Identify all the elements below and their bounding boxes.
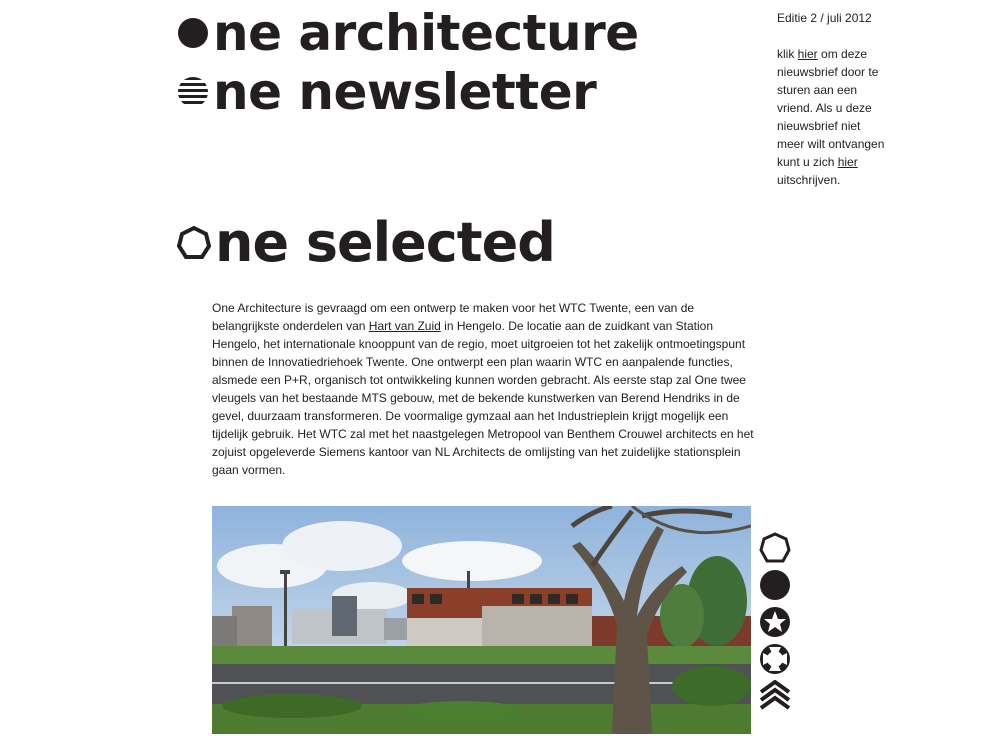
logo-icon-column (759, 532, 793, 717)
forward-link[interactable]: hier (797, 47, 818, 61)
article-text-pre: One Architecture is gevraagd om een ontwerp te maken voor het WTC Twente, een van de belangrijkste onderdelen van (212, 301, 695, 333)
sidebar (777, 9, 887, 189)
forward-info (777, 45, 887, 189)
hexagon-outline-icon (759, 532, 791, 564)
article-text-post: in Hengelo. De locatie aan de zuidkant van Station Hengelo, het internationale knooppunt van de regio, moet uitgroeien tot het zakelijk ontmoetingspunt binnen de Innovatiedriehoek Twente. One ontwerpt een plan waarin WTC en aanpalende functies, alsmede een P+R, organisch tot ontwikkeling kunnen worden gebracht. Als eerste stap zal One twee vleugels van het bestaande MTS gebouw, met de bekende kunstwerken van Berend Hendriks in de gevel, duurzaam transformeren. De voormalige gymzaal aan het Industrieplein krijgt mogelijk een tijdelijk gebruik. Het WTC zal met het naastgelegen Metropool van Benthem Crouwel architects en het zojuist opgeleverde Siemens kantoor van NL Architects de omlijsting van het zuidelijke stationsplein gaan vormen. (212, 319, 754, 477)
photo-illustration (212, 506, 751, 734)
filled-circle-icon (759, 569, 791, 601)
striped-circle-icon (177, 76, 209, 108)
edition-label: Editie 2 / juli 2012 (777, 11, 872, 25)
article-body (212, 299, 757, 479)
project-photo (212, 506, 751, 734)
forward-text-pre: klik (777, 47, 798, 61)
logo-line-newsletter: ne newsletter (213, 63, 597, 121)
logo-line-architecture: ne architecture (213, 4, 639, 62)
chevron-stack-icon (759, 680, 791, 712)
logo-one-newsletter (177, 63, 597, 121)
filled-circle-icon (177, 17, 209, 49)
cross-circle-icon (759, 643, 791, 675)
section-title-one-selected (177, 211, 555, 274)
hexagon-outline-icon (177, 226, 211, 260)
unsubscribe-text-post: uitschrijven. (777, 173, 841, 187)
unsubscribe-link[interactable]: hier (837, 155, 858, 169)
forward-text-post: om deze nieuwsbrief door te sturen aan een vriend. Als u deze nieuwsbrief niet meer wilt ontvangen kunt u zich (777, 47, 885, 169)
section-title-text: ne selected (215, 211, 555, 274)
hart-van-zuid-link[interactable]: Hart van Zuid (368, 319, 441, 333)
star-circle-icon (759, 606, 791, 638)
logo-one-architecture (177, 4, 639, 62)
